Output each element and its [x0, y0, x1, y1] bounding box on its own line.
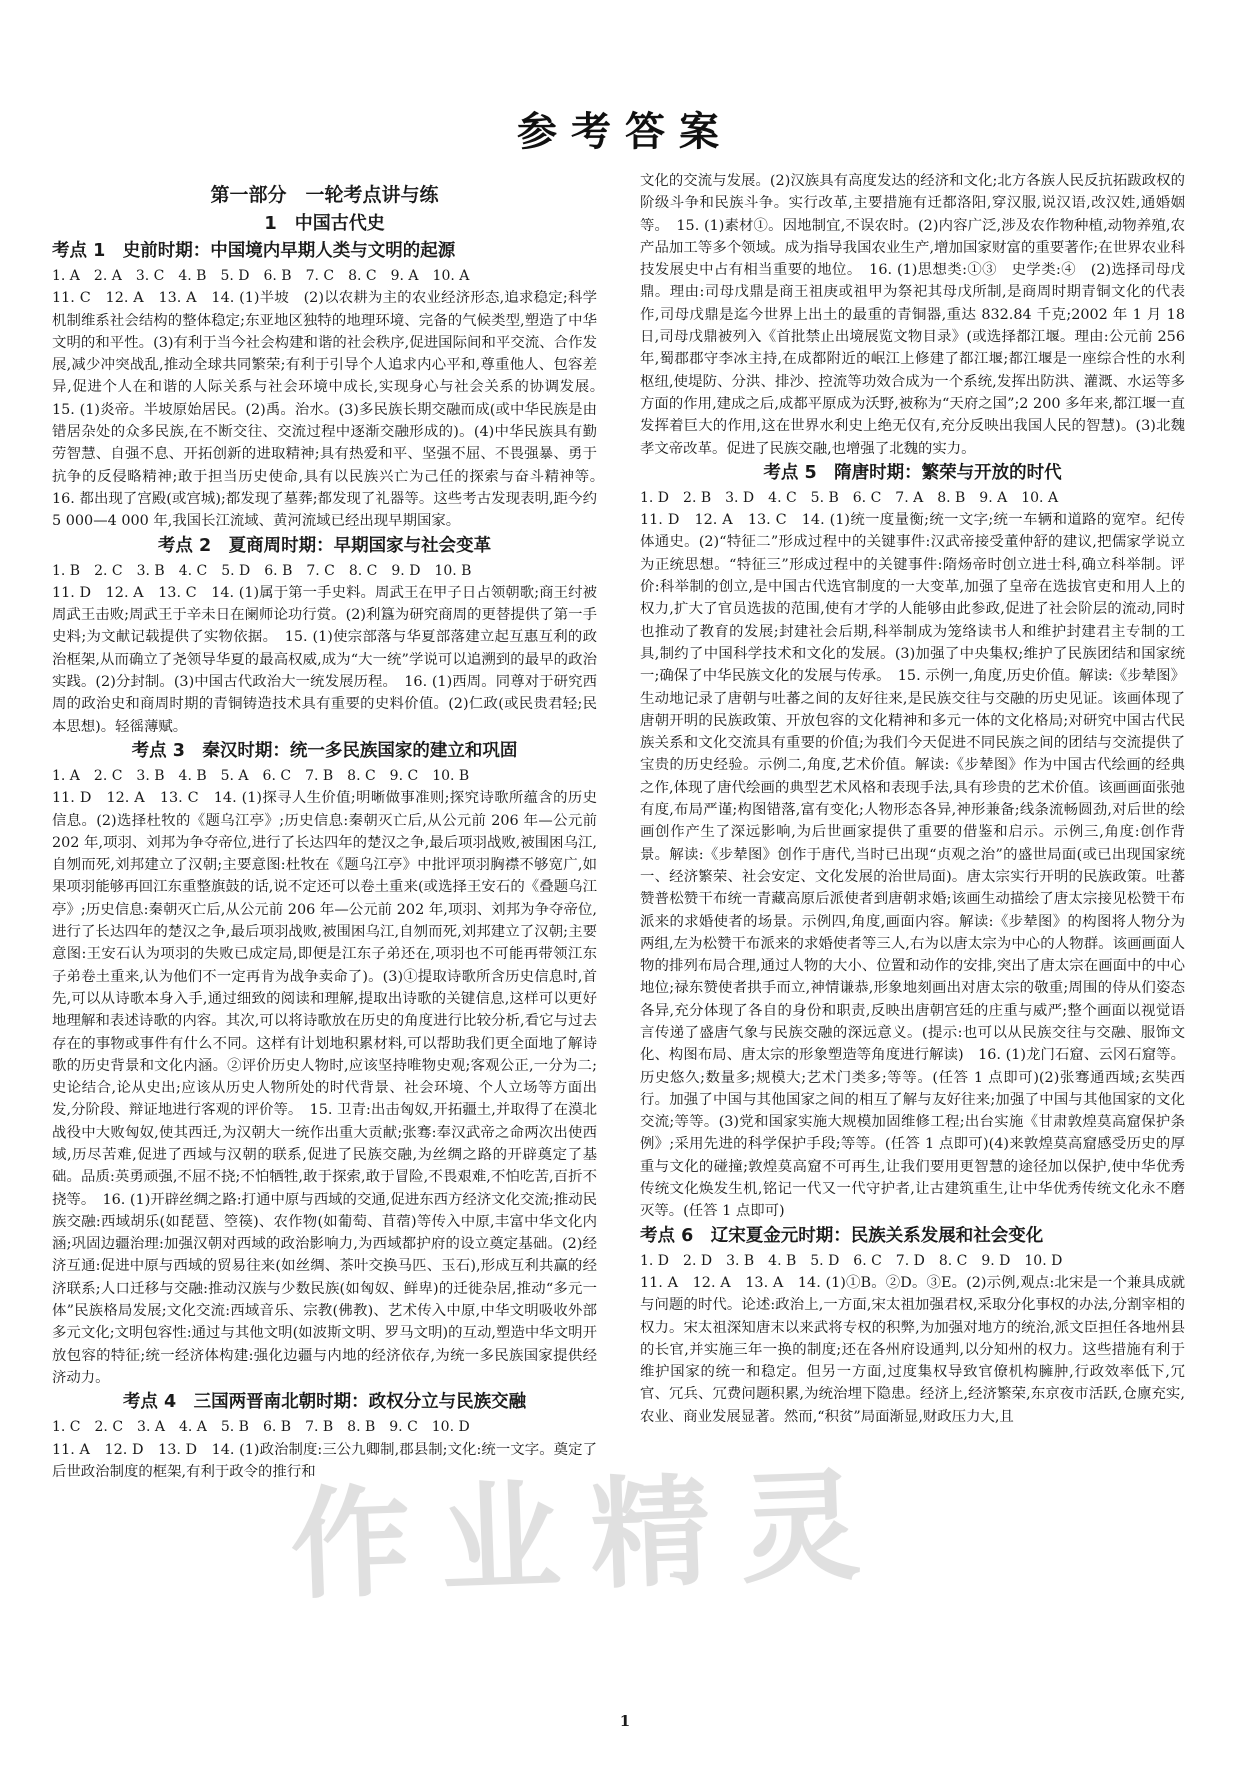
choice-answers-3: 1. A 2. C 3. B 4. B 5. A 6. C 7. B 8. C 9. C 10. B: [52, 767, 470, 784]
chapter-title: 1 中国古代史: [264, 213, 385, 234]
choice-answers-5: 1. D 2. B 3. D 4. C 5. B 6. C 7. A 8. B 9. A 10. A: [640, 489, 1059, 506]
section-head-1: 考点 1 史前时期：中国境内早期人类与文明的起源: [52, 241, 456, 261]
choice-answers-6: 1. D 2. D 3. B 4. B 5. D 6. C 7. D 8. C 9. D 10. D: [640, 1252, 1063, 1269]
section-text-4: 11. A 12. D 13. D 14. (1)政治制度:三公九卿制,郡县制;文化:统一文字。奠定了后世政治制度的框架,有利于政令的推行和: [52, 1441, 597, 1480]
watermark: 作业精灵: [288, 1456, 893, 1617]
continued-text: 文化的交流与发展。(2)汉族具有高度发达的经济和文化;北方各族人民反抗拓跋政权的阶级斗争和民族斗争。实行改革,主要措施有迁都洛阳,穿汉服,说汉语,改汉姓,通婚姻等。 15. (1)素材①。因地制宜,不误农时。(2)内容广泛,涉及农作物种植,动物养殖,农产品加工等多个领域。成为指导我国农业生产,增加国家财富的重要著作;在世界农业科技发展史中占有相当重要的地位。 16. (1)思想类:①③ 史学类:④ (2)选择司母戊鼎。理由:司母戊鼎是商王祖庚或祖甲为祭祀其母戊所制,是商周时期青铜文化的代表作,司母戊鼎是迄今世界上出土的最重的青铜器,重达 832.84 千克;2002 年 1 月 18 日,司母戊鼎被列入《首批禁止出境展览文物目录》(或选择都江堰。理由:公元前 256 年,蜀郡郡守李冰主持,在成都附近的岷江上修建了都江堰;都江堰是一座综合性的水利枢纽,使堤防、分洪、排沙、控流等功效合成为一个系统,发挥出防洪、灌溉、水运等多方面的作用,建成之后,成都平原成为沃野,被称为“天府之国”;2 200 多年来,都江堰一直发挥着巨大的作用,这在世界水利史上绝无仅有,充分反映出我国人民的智慧)。(3)北魏孝文帝改革。促进了民族交融,也增强了北魏的实力。: [640, 173, 1185, 457]
page-number: 1: [619, 1712, 631, 1730]
section-head-6: 考点 6 辽宋夏金元时期：民族关系发展和社会变化: [640, 1225, 1044, 1246]
section-text-6: 11. A 12. A 13. A 14. (1)①B。②D。③E。(2)示例,观点:北宋是一个兼具成就与问题的时代。论述:政治上,一方面,宋太祖加强君权,采取分化事权的办法,分割宰相的权力。宋太祖深知唐末以来武将专权的积弊,为加强对地方的统治,派文臣担任各地州县的长官,并实施三年一换的制度;还在各州府设通判,以分知州的权力。这些措施有利于维护国家的统一和稳定。但另一方面,过度集权导致官僚机构臃肿,行政效率低下,冗官、冗兵、冗费问题积累,为统治埋下隐患。经济上,经济繁荣,东京夜市活跃,仓廪充实,农业、商业发展显著。然而,“积贫”局面渐显,财政压力大,且: [640, 1274, 1185, 1425]
page-title: 参考答案: [517, 109, 733, 155]
section-head-5: 考点 5 隋唐时期：繁荣与开放的时代: [763, 462, 1062, 483]
section-text-5: 11. D 12. A 13. C 14. (1)统一度量衡;统一文字;统一车辆和道路的宽窄。纪传体通史。(2)“特征二”形成过程中的关键事件:汉武帝接受董仲舒的建议,把儒家学说立为正统思想。“特征三”形成过程中的关键事件:隋炀帝时创立进士科,确立科举制。评价:科举制的创立,是中国古代选官制度的一大变革,加强了皇帝在选拔官吏和用人上的权力,扩大了官员选拔的范围,使有才学的人能够由此参政,促进了社会阶层的流动,同时也推动了教育的发展;封建社会后期,科举制成为笼络读书人和维护封建君主专制的工具,制约了中国科学技术和文化的发展。(3)加强了中央集权;维护了民族团结和国家统一;确保了中华民族文化的发展与传承。 15. 示例一,角度,历史价值。解读:《步辇图》生动地记录了唐朝与吐蕃之间的友好往来,是民族交往与交融的历史见证。该画体现了唐朝开明的民族政策、开放包容的文化精神和多元一体的文化格局;对研究中国古代民族关系和文化交流具有重要的价值;为我们今天促进不同民族之间的团结与交流提供了宝贵的历史经验。示例二,角度,艺术价值。解读:《步辇图》作为中国古代绘画的经典之作,体现了唐代绘画的典型艺术风格和表现手法,具有珍贵的艺术价值。该画画面张弛有度,布局严谨;构图错落,富有变化;人物形态各异,神形兼备;线条流畅圆劲,对后世的绘画创作产生了深远影响,为后世画家提供了重要的借鉴和启示。示例三,角度:创作背景。解读:《步辇图》创作于唐代,当时已出现“贞观之治”的盛世局面(或已出现国家统一、经济繁荣、社会安定、文化发展的治世局面)。唐太宗实行开明的民族政策。吐蕃赞普松赞干布统一青藏高原后派使者到唐朝求婚;该画生动描绘了唐太宗接见松赞干布派来的求婚使者的场景。示例四,角度,画面内容。解读:《步辇图》的构图将人物分为两组,左为松赞干布派来的求婚使者等三人,右为以唐太宗为中心的人物群。该画画面人物的排列布局合理,通过人物的大小、位置和动作的安排,突出了唐太宗在画面中的中心地位;禄东赞使者拱手而立,神情谦恭,形象地刻画出对唐太宗的敬重;周围的侍从们姿态各异,充分体现了各自的身份和职责,反映出唐朝宫廷的庄重与威严;整个画面以视觉语言传递了盛唐气象与民族交融的深远意义。(提示:也可以从民族交往与交融、服饰文化、构图布局、唐太宗的形象塑造等角度进行解读) 16. (1)龙门石窟、云冈石窟等。历史悠久;数量多;规模大;艺术门类多;等等。(任答 1 点即可)(2)张骞通西域;玄奘西行。加强了中国与其他国家之间的相互了解与友好往来;加强了中国与其他国家的文化交流;等等。(3)党和国家实施大规模加固维修工程;出台实施《甘肃敦煌莫高窟保护条例》;采用先进的科学保护手段;等等。(任答 1 点即可)(4)来敦煌莫高窟感受历史的厚重与文化的碰撞;敦煌莫高窟不可再生,让我们要用更智慧的途径加以保护,使中华优秀传统文化焕发生机,铭记一代又一代守护者,让古建筑重生,让中华优秀传统文化永不磨灭等。(任答 1 点即可): [640, 512, 1185, 1220]
choice-answers-2: 1. B 2. C 3. B 4. C 5. D 6. B 7. C 8. C 9. D 10. B: [52, 562, 472, 579]
part-title: 第一部分 一轮考点讲与练: [210, 184, 439, 206]
choice-answers-4: 1. C 2. C 3. A 4. A 5. B 6. B 7. B 8. B 9. C 10. D: [52, 1419, 470, 1436]
right-column: [640, 170, 1185, 1725]
section-text-3: 11. D 12. A 13. C 14. (1)探寻人生价值;明晰做事准则;探究诗歌所蕴含的历史信息。(2)选择杜牧的《题乌江亭》;历史信息:秦朝灭亡后,从公元前 206 年—公元前 202 年,项羽、刘邦为争夺帝位,进行了长达四年的楚汉之争,最后项羽战败,被围困乌江,自刎而死,刘邦建立了汉朝;主要意图:杜牧在《题乌江亭》中批评项羽胸襟不够宽广,如果项羽能够再回江东重整旗鼓的话,说不定还可以卷土重来(或选择王安石的《叠题乌江亭》;历史信息:秦朝灭亡后,从公元前 206 年—公元前 202 年,项羽、刘邦为争夺帝位,进行了长达四年的楚汉之争,最后项羽战败,被围困乌江,自刎而死,刘邦建立了汉朝;主要意图:王安石认为项羽的失败已成定局,即便是江东子弟还在,项羽也不可能再带领江东子弟卷土重来,认为他们不一定再肯为战争卖命了)。(3)①提取诗歌所含历史信息时,首先,可以从诗歌本身入手,通过细致的阅读和理解,提取出诗歌的关键信息,这样可以更好地理解和表述诗歌的内容。其次,可以将诗歌放在历史的角度进行比较分析,看它与过去存在的事物或事件有什么不同。这样有计划地积累材料,可以帮助我们更全面地了解诗歌的历史背景和文化内涵。②评价历史人物时,应该坚持唯物史观;客观公正,一分为二;史论结合,论从史出;应该从历史人物所处的时代背景、社会环境、个人立场等方面出发,分阶段、辩证地进行客观的评价等。 15. 卫青:出击匈奴,开拓疆土,并取得了在漠北战役中大败匈奴,使其西迁,为汉朝大一统作出重大贡献;张骞:奉汉武帝之命两次出使西域,历尽苦难,促进了西域与汉朝的联系,促进了民族交融,为丝绸之路的开辟奠定了基础。品质:英勇顽强,不屈不挠;不怕牺牲,敢于探索,敢于冒险,不畏艰难,不怕吃苦,百折不挠等。 16. (1)开辟丝绸之路:打通中原与西域的交通,促进东西方经济文化交流;推动民族交融:西域胡乐(如琵琶、箜篌)、农作物(如葡萄、苜蓿)等传入中原,丰富中华文化内涵;巩固边疆治理:加强汉朝对西域的政治影响力,为西域都护府的设立奠定基础。(2)经济互通:促进中原与西域的贸易往来(如丝绸、茶叶交换马匹、玉石),形成互利共赢的经济联系;人口迁移与交融:推动汉族与少数民族(如匈奴、鲜卑)的迁徙杂居,推动“多元一体”民族格局发展;文化交流:西域音乐、宗教(佛教)、艺术传入中原,中华文明吸收外部多元文化;文明包容性:通过与其他文明(如波斯文明、罗马文明)的互动,塑造中华文明开放包容的特征;统一经济体构建:强化边疆与内地的经济依存,为统一多民族国家提供经济动力。: [52, 790, 598, 1386]
section-head-4: 考点 4 三国两晋南北朝时期：政权分立与民族交融: [122, 1392, 527, 1413]
section-text-1: 11. C 12. A 13. A 14. (1)半坡 (2)以农耕为主的农业经济形态,追求稳定;科学机制维系社会结构的整体稳定;东亚地区独特的地理环境、完备的气候类型,塑造了中华文明的和平性。(3)有利于当今社会构建和谐的社会秩序,促进国际间和平交流、合作发展,减少冲突战乱,推动全球共同繁荣;有利于引导个人追求内心平和,尊重他人、包容差异,促进个人在和谐的人际关系与社会环境中成长,实现身心与社会关系的协调发展。 15. (1)炎帝。半坡原始居民。(2)禹。治水。(3)多民族长期交融而成(或中华民族是由错居杂处的众多民族,在不断交往、交流过程中逐渐交融形成的)。(4)中华民族具有勤劳智慧、自强不息、开拓创新的进取精神;具有热爱和平、坚强不屈、不畏强暴、勇于抗争的反侵略精神;敢于担当历史使命,具有以民族兴亡为己任的探索与奋斗精神等。 16. 都出现了宫殿(或宫城);都发现了墓葬;都发现了礼器等。这些考古发现表明,距今约 5 000—4 000 年,我国长江流域、黄河流域已经出现早期国家。: [52, 290, 612, 530]
section-text-2: 11. D 12. A 13. C 14. (1)属于第一手史料。周武王在甲子日占领朝歌;商王纣被周武王击败;周武王于辛未日在阑师论功行赏。(2)利簋为研究商周的更替提供了第一手史料;为文献记载提供了实物依据。 15. (1)使宗部落与华夏部落建立起互惠互利的政治框架,从而确立了尧领导华夏的最高权威,成为“大一统”学说可以追溯到的最早的政治实践。(2)分封制。(3)中国古代政治大一统发展历程。 16. (1)西周。同尊对于研究西周的政治史和商周时期的青铜铸造技术具有重要的史料价值。(2)仁政(或民贵君轻;民本思想)。轻徭薄赋。: [52, 584, 597, 735]
section-head-2: 考点 2 夏商周时期：早期国家与社会变革: [157, 535, 492, 556]
left-column: [52, 180, 612, 1725]
choice-answers-1: 1. A 2. A 3. C 4. B 5. D 6. B 7. C 8. C 9. A 10. A: [52, 268, 470, 284]
section-head-3: 考点 3 秦汉时期：统一多民族国家的建立和巩固: [131, 740, 518, 761]
